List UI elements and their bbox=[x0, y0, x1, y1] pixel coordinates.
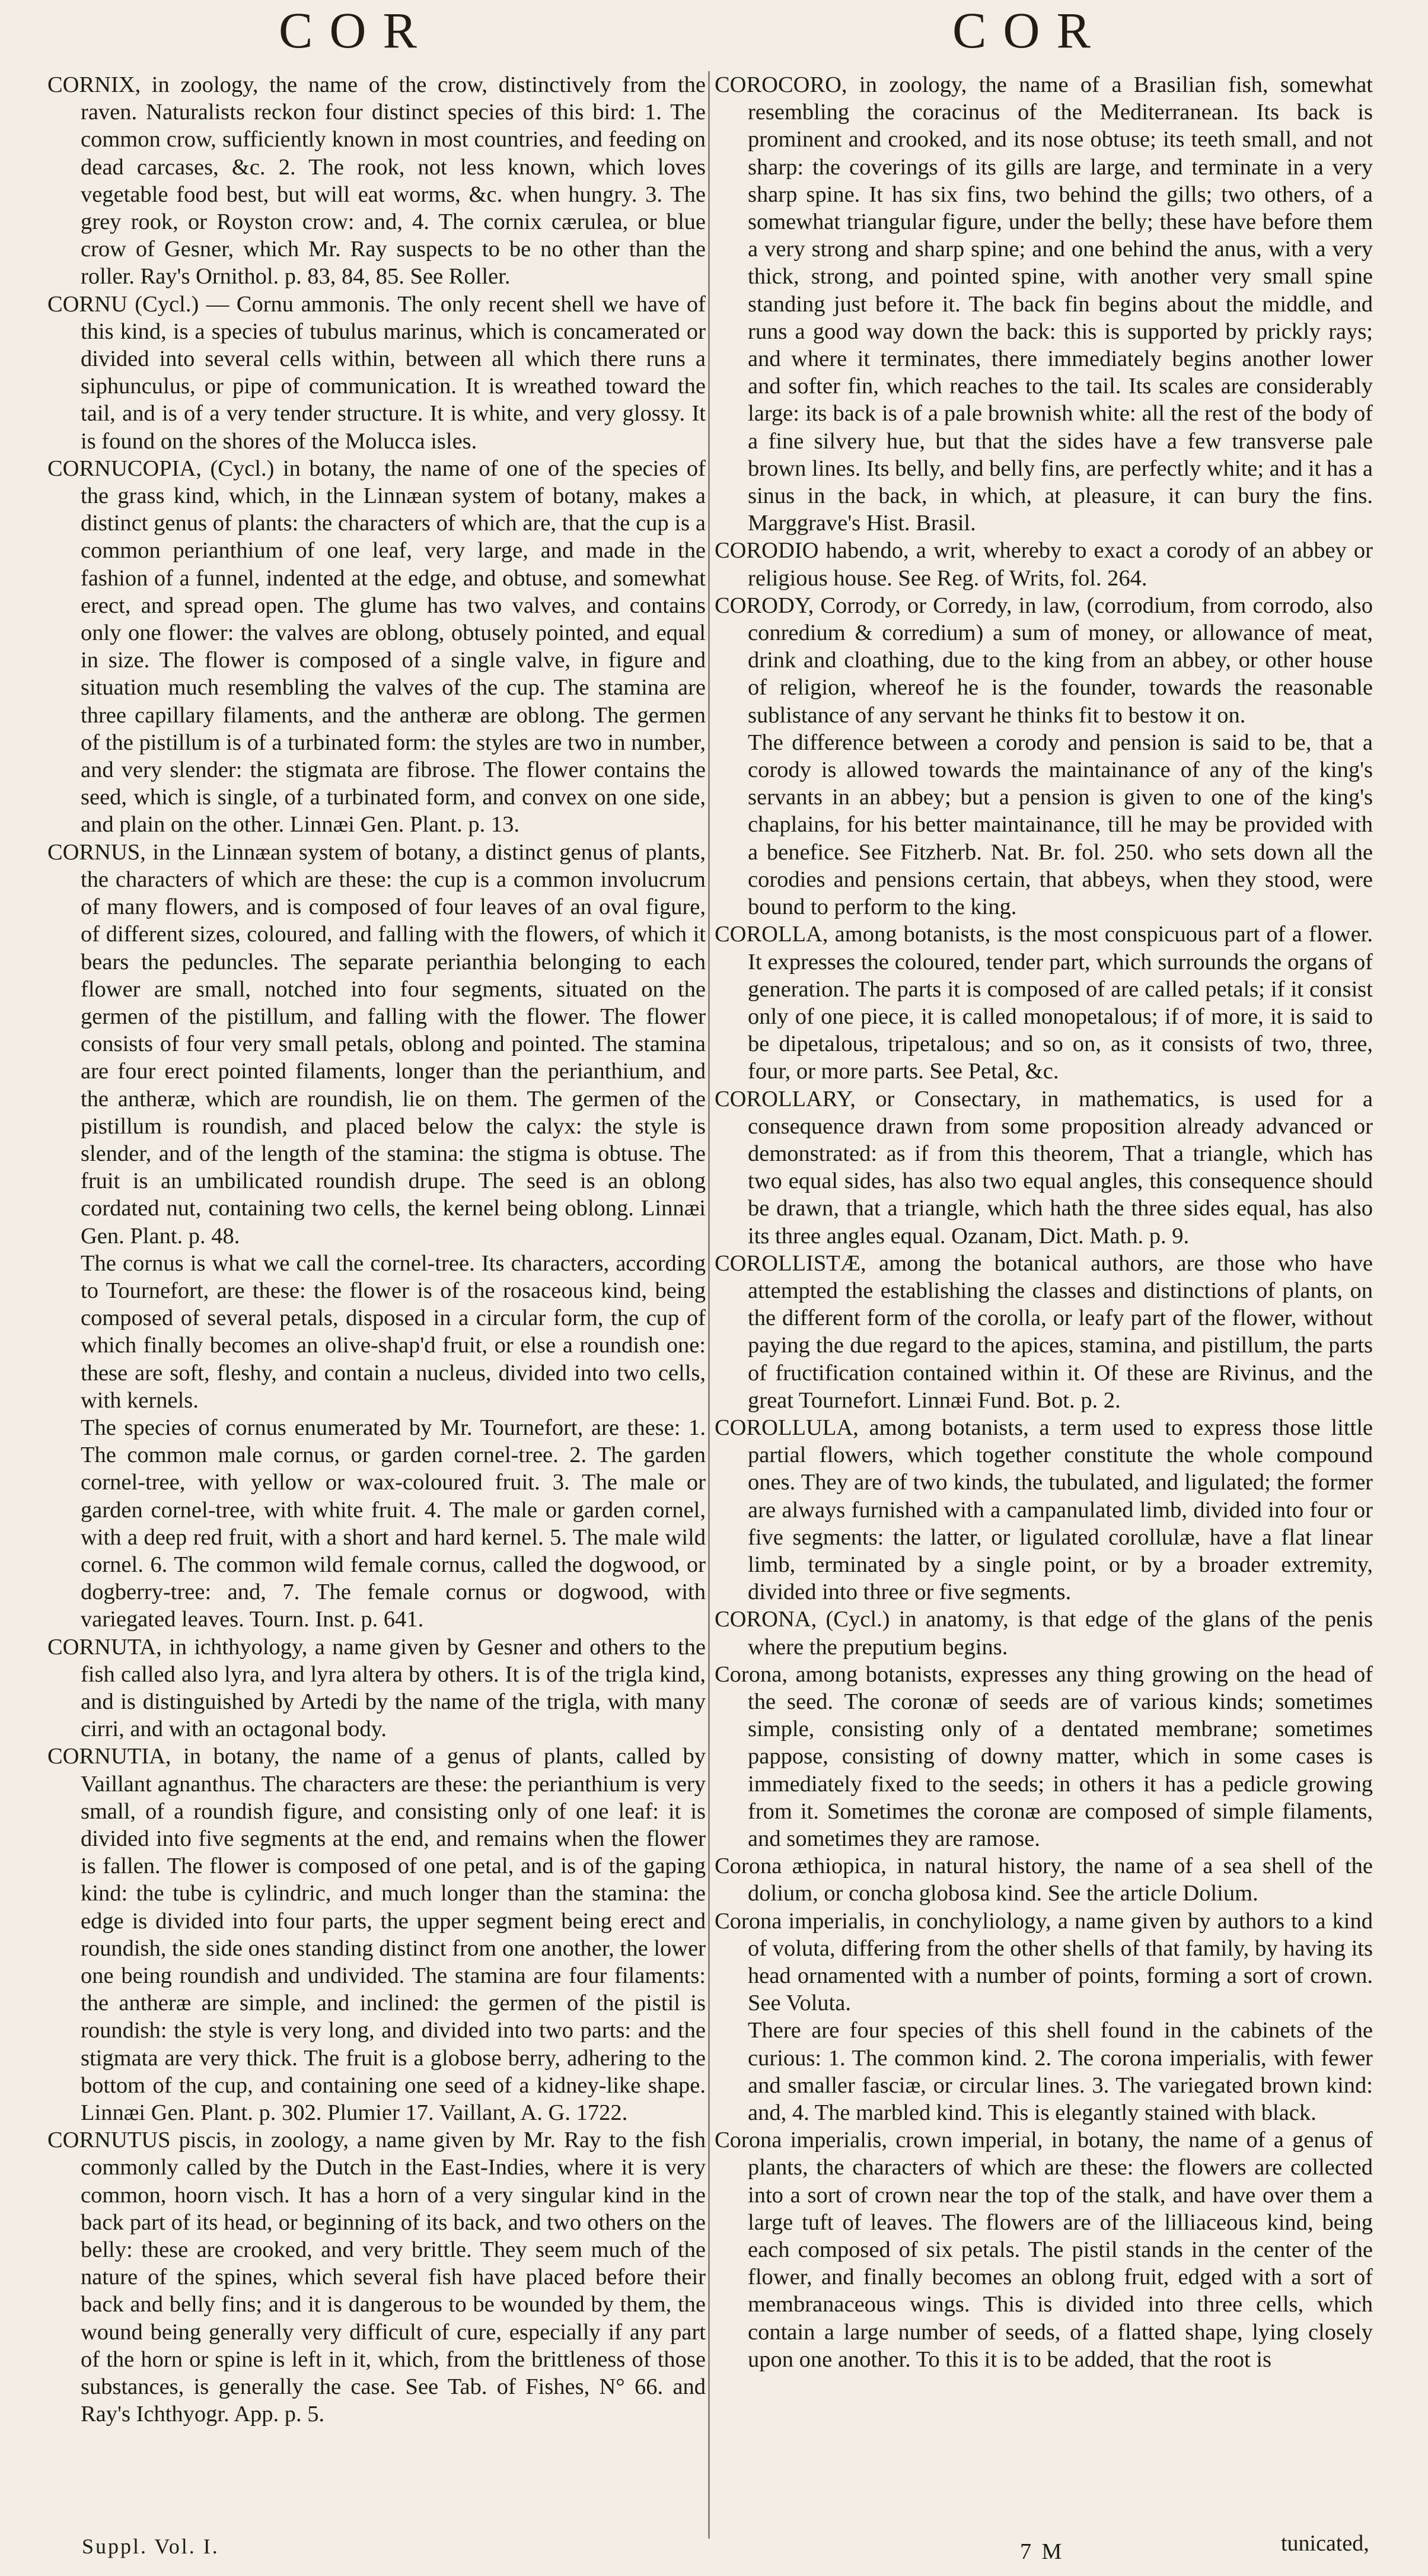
dictionary-entry: CORNUTA, in ichthyology, a name given by Gesner and others to the fish called also lyra, and lyra altera by others. It is of the trigla kind, and is distinguished by Artedi by the name of the trigla, with many cirri, and with an octagonal body. bbox=[47, 1634, 706, 1742]
dictionary-entry: CORODIO habendo, a writ, whereby to exact a corody of an abbey or religious house. See Reg. of Writs, fol. 264. bbox=[715, 538, 1373, 591]
dictionary-entry: COROCORO, in zoology, the name of a Brasilian fish, somewhat resembling the coracinus of the Mediterranean. Its back is prominent and crooked, and its nose obtuse; its teeth small, and not sharp: the coverings of its gills are large, and terminate in a very sharp spine. It has six fins, two behind the gills; two others, of a somewhat triangular figure, under the belly; these have before them a very strong and sharp spine; and one behind the anus, with a very thick, strong, and pointed spine, with another very small spine standing just before it. The back fin begins about the middle, and runs a good way down the back: this is supported by prickly rays; and where it terminates, there immediately begins another lower and softer fin, which reaches to the tail. Its scales are considerably large: its back is of a pale brownish white: all the rest of the body of a fine silvery hue, but that the sides have a few transverse pale brown lines. Its belly, and belly fins, are perfectly white; and it has a sinus in the back, in which, at pleasure, it can bury the fins. Marggrave's Hist. Brasil. bbox=[715, 72, 1373, 536]
dictionary-entry: Corona imperialis, in conchyliology, a name given by authors to a kind of voluta, differing from the other shells of that family, by having its head ornamented with a number of points, forming a sort of crown. See Voluta. bbox=[715, 1908, 1373, 2016]
dictionary-entry: Corona imperialis, crown imperial, in botany, the name of a genus of plants, the characters of which are these: the flowers are collected into a sort of crown near the top of the stalk, and have over them a large tuft of leaves. The flowers are of the lilliaceous kind, being each composed of six petals. The pistil stands in the center of the flower, and finally becomes an oblong fruit, edged with a sort of membranaceous wings. This is divided into three cells, which contain a large number of seeds, of a flatted shape, lying closely upon one another. To this it is to be added, that the root is bbox=[715, 2128, 1373, 2372]
catchword: tunicated, bbox=[1281, 2531, 1369, 2556]
dictionary-entry: CORNUTUS piscis, in zoology, a name given by Mr. Ray to the fish commonly called by the Dutch in the East-Indies, where it is very common, hoorn visch. It has a horn of a very singular kind in the back part of its head, or beginning of its back, and two others on the belly: these are crooked, and very brittle. They seem much of the nature of the spines, which several fish have placed before their back and belly fins; and it is dangerous to be wounded by them, the wound being generally very difficult of cure, especially if any part of the horn or spine is left in it, which, from the brittleness of those substances, is generally the case. See Tab. of Fishes, N° 66. and Ray's Ichthyogr. App. p. 5. bbox=[47, 2128, 706, 2427]
dictionary-entry: COROLLARY, or Consectary, in mathematics, is used for a consequence drawn from some proposition already advanced or demonstrated: as if from this theorem, That a triangle, which has two equal sides, has also two equal angles, this consequence should be drawn, that a triangle, which hath the three sides equal, has also its three angles equal. Ozanam, Dict. Math. p. 9. bbox=[715, 1086, 1373, 1249]
dictionary-entry: CORONA, (Cycl.) in anatomy, is that edge of the glans of the penis where the preputium begins. bbox=[715, 1607, 1373, 1660]
entry-paragraph: The difference between a corody and pension is said to be, that a corody is allowed towards the maintainance of any of the king's servants in an abbey; but a pension is given to one of the king's chaplains, for his better maintainance, till he may be provided with a benefice. See Fitzherb. Nat. Br. fol. 250. who sets down all the corodies and pensions certain, that abbeys, when they stood, were bound to perform to the king. bbox=[748, 730, 1373, 920]
dictionary-entry: CORNUCOPIA, (Cycl.) in botany, the name of one of the species of the grass kind, which, in the Linnæan system of botany, makes a distinct genus of plants: the characters of which are, that the cup is a common perianthium of one leaf, very large, and made in the fashion of a funnel, indented at the edge, and obtuse, and somewhat erect, and spread open. The glume has two valves, and contains only one flower: the valves are oblong, obtusely pointed, and equal in size. The flower is composed of a single valve, in figure and situation much resembling the valves of the cup. The stamina are three capillary filaments, and the antheræ are oblong. The germen of the pistillum is of a turbinated form: the styles are two in number, and very slender: the stigmata are fibrose. The flower contains the seed, which is single, of a turbinated form, and convex on one side, and plain on the other. Linnæi Gen. Plant. p. 13. bbox=[47, 456, 706, 838]
running-head-left: COR bbox=[279, 2, 434, 59]
dictionary-entry: Corona æthiopica, in natural history, the name of a sea shell of the dolium, or concha globosa kind. See the article Dolium. bbox=[715, 1854, 1373, 1906]
dictionary-entry: COROLLISTÆ, among the botanical authors, are those who have attempted the establishing the classes and distinctions of plants, on the different form of the corolla, or leafy part of the flower, without paying the due regard to the apices, stamina, and pistillum, the parts of fructification contained within it. Of these are Rivinus, and the great Tournefort. Linnæi Fund. Bot. p. 2. bbox=[715, 1250, 1373, 1413]
entry-paragraph: The cornus is what we call the cornel-tree. Its characters, according to Tournefort, are these: the flower is of the rosaceous kind, being composed of several petals, disposed in a circular form, the cup of which finally becomes an olive-shap'd fruit, or else a roundish one: these are soft, fleshy, and contain a nucleus, divided into two cells, with kernels. bbox=[81, 1250, 706, 1413]
dictionary-entry: CORNIX, in zoology, the name of the crow, distinctively from the raven. Naturalists reckon four distinct species of this bird: 1. The common crow, sufficiently known in most countries, and feeding on dead carcases, &c. 2. The rook, not less known, which loves vegetable food best, but will eat worms, &c. when hungry. 3. The grey rook, or Royston crow: and, 4. The cornix cærulea, or blue crow of Gesner, which Mr. Ray suspects to be no other than the roller. Ray's Ornithol. p. 83, 84, 85. See Roller. bbox=[47, 72, 706, 289]
volume-signature: Suppl. Vol. I. bbox=[82, 2534, 219, 2558]
entry-paragraph: There are four species of this shell found in the cabinets of the curious: 1. The common kind. 2. The corona imperialis, with fewer and smaller fasciæ, or circular lines. 3. The variegated brown kind: and, 4. The marbled kind. This is elegantly stained with black. bbox=[748, 2018, 1373, 2126]
column-rule bbox=[708, 71, 710, 2539]
left-column bbox=[47, 71, 706, 2521]
dictionary-entry: CORODY, Corrody, or Corredy, in law, (corrodium, from corrodo, also conredium & corredium) a sum of money, or allowance of meat, drink and cloathing, due to the king from an abbey, or other house of religion, whereof he is the founder, towards the reasonable sublistance of any servant he thinks fit to bestow it on. bbox=[715, 593, 1373, 728]
running-head-right: COR bbox=[952, 2, 1107, 59]
dictionary-entry: CORNUTIA, in botany, the name of a genus of plants, called by Vaillant agnanthus. The characters are these: the perianthium is very small, of a roundish figure, and consisting only of one leaf: it is divided into five segments at the end, and remains when the flower is fallen. The flower is composed of one petal, and is of the gaping kind: the tube is cylindric, and much longer than the stamina: the edge is divided into four parts, the upper segment being erect and roundish, the side ones standing distinct from one another, the lower one being roundish and undivided. The stamina are four filaments: the antheræ are simple, and inclined: the germen of the pistil is roundish: the style is very long, and divided into two parts: and the stigmata are very thick. The fruit is a globose berry, adhering to the bottom of the cup, and containing one seed of a kidney-like shape. Linnæi Gen. Plant. p. 302. Plumier 17. Vaillant, A. G. 1722. bbox=[47, 1744, 706, 2126]
dictionary-entry: CORNUS, in the Linnæan system of botany, a distinct genus of plants, the characters of which are these: the cup is a common involucrum of many flowers, and is composed of four leaves of an oval figure, of different sizes, coloured, and falling with the flowers, of which it bears the peduncles. The separate perianthia belonging to each flower are small, notched into four segments, situated on the germen of the pistillum, and falling with the flower. The flower consists of four very small petals, oblong and pointed. The stamina are four erect pointed filaments, longer than the perianthium, and the antheræ, which are roundish, lie on them. The germen of the pistillum is roundish, and placed below the calyx: the style is slender, and of the length of the stamina: the stigma is obtuse. The fruit is an umbilicated roundish drupe. The seed is an oblong cordated nut, containing two cells, the kernel being oblong. Linnæi Gen. Plant. p. 48. bbox=[47, 839, 706, 1249]
signature-mark: 7 M bbox=[1020, 2539, 1064, 2564]
dictionary-entry: CORNU (Cycl.) — Cornu ammonis. The only recent shell we have of this kind, is a species of tubulus marinus, which is concamerated or divided into several cells within, between all which there runs a siphunculus, or pipe of communication. It is wreathed toward the tail, and is of a very tender structure. It is white, and very glossy. It is found on the shores of the Molucca isles. bbox=[47, 291, 706, 454]
right-column bbox=[715, 71, 1373, 2521]
entry-paragraph: The species of cornus enumerated by Mr. Tournefort, are these: 1. The common male cornus, or garden cornel-tree. 2. The garden cornel-tree, with yellow or wax-coloured fruit. 3. The male or garden cornel-tree, with white fruit. 4. The male or garden cornel, with a deep red fruit, with a short and hard kernel. 5. The male wild cornel. 6. The common wild female cornus, called the dogwood, or dogberry-tree: and, 7. The female cornus or dogwood, with variegated leaves. Tourn. Inst. p. 641. bbox=[81, 1415, 706, 1632]
dictionary-entry: Corona, among botanists, expresses any thing growing on the head of the seed. The coronæ of seeds are of various kinds; sometimes simple, consisting only of a dentated membrane; sometimes pappose, consisting of downy matter, which in some cases is immediately fixed to the seeds; in others it has a pedicle growing from it. Sometimes the coronæ are composed of simple filaments, and sometimes they are ramose. bbox=[715, 1661, 1373, 1851]
dictionary-entry: COROLLA, among botanists, is the most conspicuous part of a flower. It expresses the coloured, tender part, which surrounds the organs of generation. The parts it is composed of are called petals; if it consist only of one piece, it is called monopetalous; if of more, it is said to be dipetalous, tripetalous; and so on, as it consists of two, three, four, or more parts. See Petal, &c. bbox=[715, 922, 1373, 1084]
dictionary-entry: COROLLULA, among botanists, a term used to express those little partial flowers, which together constitute the whole compound ones. They are of two kinds, the tubulated, and ligulated; the former are always furnished with a campanulated limb, divided into four or five segments: the latter, or ligulated corollulæ, have a flat linear limb, terminated by a single point, or by a broader extremity, divided into three or five segments. bbox=[715, 1415, 1373, 1605]
